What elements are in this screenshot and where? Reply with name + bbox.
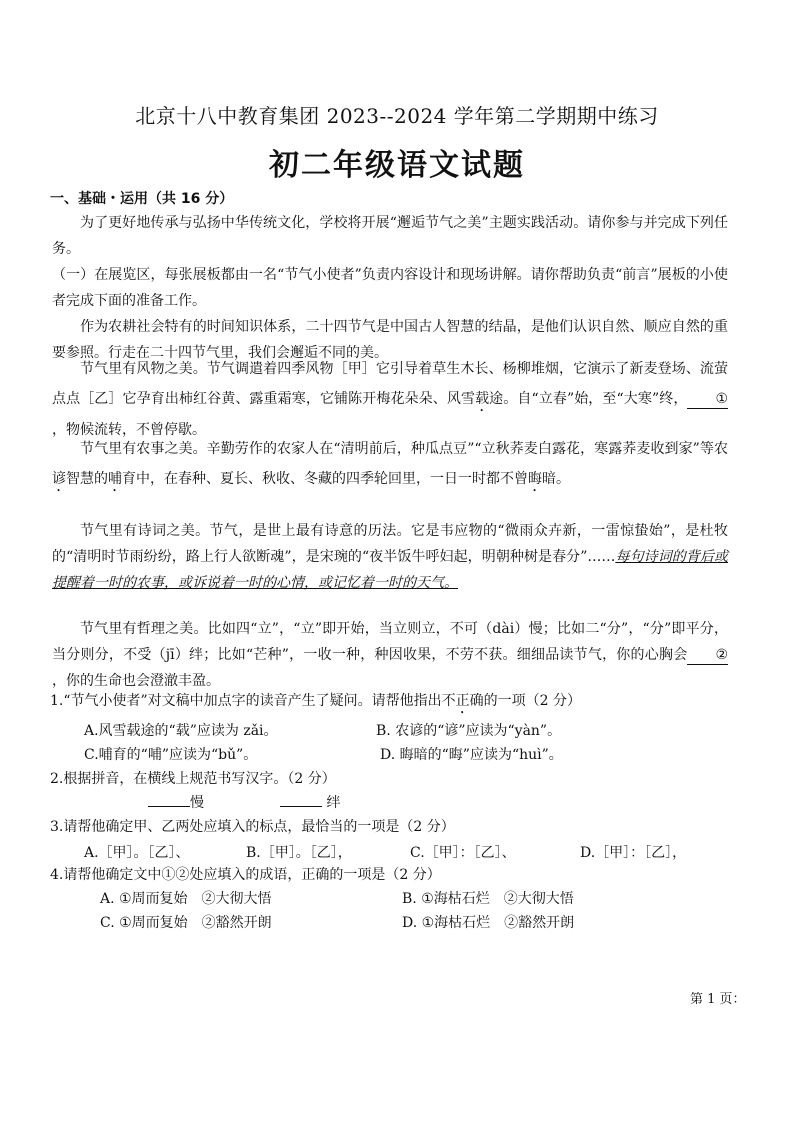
question-2-stem: 2.根据拼音，在横线上规范书写汉字。（2 分） <box>50 771 336 787</box>
question-4-option-b[interactable]: B. ①海枯石烂 ②大彻大悟 <box>402 891 574 907</box>
question-3-option-b[interactable]: B.［甲］。［乙］， <box>246 845 352 861</box>
question-1-option-d[interactable]: D. 晦暗的“晦”应读为“huì”。 <box>380 747 563 763</box>
school-title: 北京十八中教育集团 2023--2024 学年第二学期期中练习 <box>135 104 659 128</box>
passage-text: 节气里有风物之美。节气调遣着四季风物［甲］它引导着草生木长、杨柳堆烟，它演示了新麦登场、流萤点点［乙］它孕育出柿红谷黄、露重霜寒，它铺陈开梅花朵朵、风雪 <box>52 361 728 407</box>
question-4-stem: 4.请帮他确定文中①②处应填入的成语，正确的一项是（2 分） <box>50 867 441 883</box>
dotted-char: 晦 <box>528 471 542 487</box>
question-text: 1.“节气小使者”对文稿中加点字的读音产生了疑问。请帮他指出不 <box>50 693 456 709</box>
question-4-option-a[interactable]: A. ①周而复始 ②大彻大悟 <box>100 891 272 907</box>
page-number: 第 1 页： <box>690 992 746 1007</box>
question-3-option-d[interactable]: D.［甲］：［乙］， <box>580 845 687 861</box>
intro-paragraph-2: （一）在展览区，每张展板都由一名“节气小使者”负责内容设计和现场讲解。请你帮助负责“前言”展板的小使者完成下面的准备工作。 <box>52 267 728 309</box>
question-3-option-a[interactable]: A.［甲］。［乙］、 <box>84 845 190 861</box>
passage-text: 育中，在春种、夏长、秋收、冬藏的四季轮回里，一日一时都不曾 <box>122 471 528 487</box>
intro-paragraph-1: 为了更好地传承与弘扬中华传统文化，学校将开展“邂逅节气之美”主题实践活动。请你参与并完成下列任务。 <box>52 215 728 257</box>
question-1-option-b[interactable]: B. 农谚的“谚”应读为“yàn”。 <box>376 723 562 739</box>
passage-paragraph-1: 作为农耕社会特有的时间知识体系，二十四节气是中国古人智慧的结晶，是他们认识自然、顺应自然的重要参照。行走在二十四节气里，我们会邂逅不同的美。 <box>52 319 728 361</box>
passage-paragraph-4 <box>52 518 728 596</box>
passage-text: 途。自“立春”始，至“大寒”终， <box>489 391 688 407</box>
blank-suffix: 绊 <box>326 795 341 811</box>
passage-text: ，你的生命也会澄澈丰盈。 <box>52 673 220 689</box>
passage-text: 节气里有诗词之美。节气，是世上最有诗意的历法。它是韦应物的“微雨众卉新，一雷惊蛰始”，是杜牧的“清明时节雨纷纷，路上行人欲断魂”，是宋琬的“夜半饭牛呼妇起，明朝种树是春分”…… <box>52 523 728 565</box>
blank-1: ① <box>687 390 728 409</box>
passage-paragraph-2 <box>52 354 728 445</box>
question-2-blank-2[interactable] <box>280 792 340 814</box>
question-1-option-c[interactable]: C.哺育的“哺”应读为“bǔ”。 <box>84 747 258 763</box>
answer-blank[interactable] <box>280 792 322 807</box>
blank-suffix: 慢 <box>190 795 204 811</box>
underlined-sentence: 每句诗词的背后或提醒着一时的农事，或诉说着一时的心情，或记忆着一时的天气。 <box>52 549 728 591</box>
question-2-blank-1[interactable] <box>148 792 204 814</box>
question-4-option-c[interactable]: C. ①周而复始 ②豁然开朗 <box>100 915 272 931</box>
answer-blank[interactable] <box>148 792 190 807</box>
passage-text: 节气里有哲理之美。比如四“立”，“立”即开始，当立则立，不可（dài）慢；比如二“分”，“分”即平分，当分则分，不受（jī）绊；比如“芒种”，一收一种，种因收果，不劳不获。细细品读节气，你的心胸会 <box>52 621 728 663</box>
passage-paragraph-3 <box>52 434 728 495</box>
passage-text: 智慧的 <box>66 471 108 487</box>
dotted-char: 正 <box>455 693 470 709</box>
question-3-stem: 3.请帮他确定甲、乙两处应填入的标点，最恰当的一项是（2 分） <box>50 819 455 835</box>
passage-text: 节气里有农事之美。辛勤劳作的农家人在“清明前后，种瓜点豆”“立秋荞麦白露花，寒露荞麦收到家”等农 <box>80 441 728 457</box>
question-3-option-c[interactable]: C.［甲］：［乙］、 <box>410 845 516 861</box>
dotted-char: 谚 <box>52 471 66 487</box>
passage-text: 暗。 <box>542 471 570 487</box>
dotted-char: 哺 <box>108 471 122 487</box>
exam-title: 初二年级语文试题 <box>269 148 525 183</box>
section-title: 一、基础・运用（共 16 分） <box>50 191 234 207</box>
question-1-stem <box>50 690 581 717</box>
dotted-char: 载 <box>475 391 490 407</box>
question-4-option-d[interactable]: D. ①海枯石烂 ②豁然开朗 <box>402 915 575 931</box>
passage-text: ，物候流转，不曾停歇。 <box>52 422 206 438</box>
question-text: 确的一项（2 分） <box>469 693 582 709</box>
passage-paragraph-5 <box>52 616 728 694</box>
blank-2: ② <box>687 646 728 665</box>
question-1-option-a[interactable]: A.风雪载途的“载”应读为 zǎi。 <box>84 723 278 739</box>
